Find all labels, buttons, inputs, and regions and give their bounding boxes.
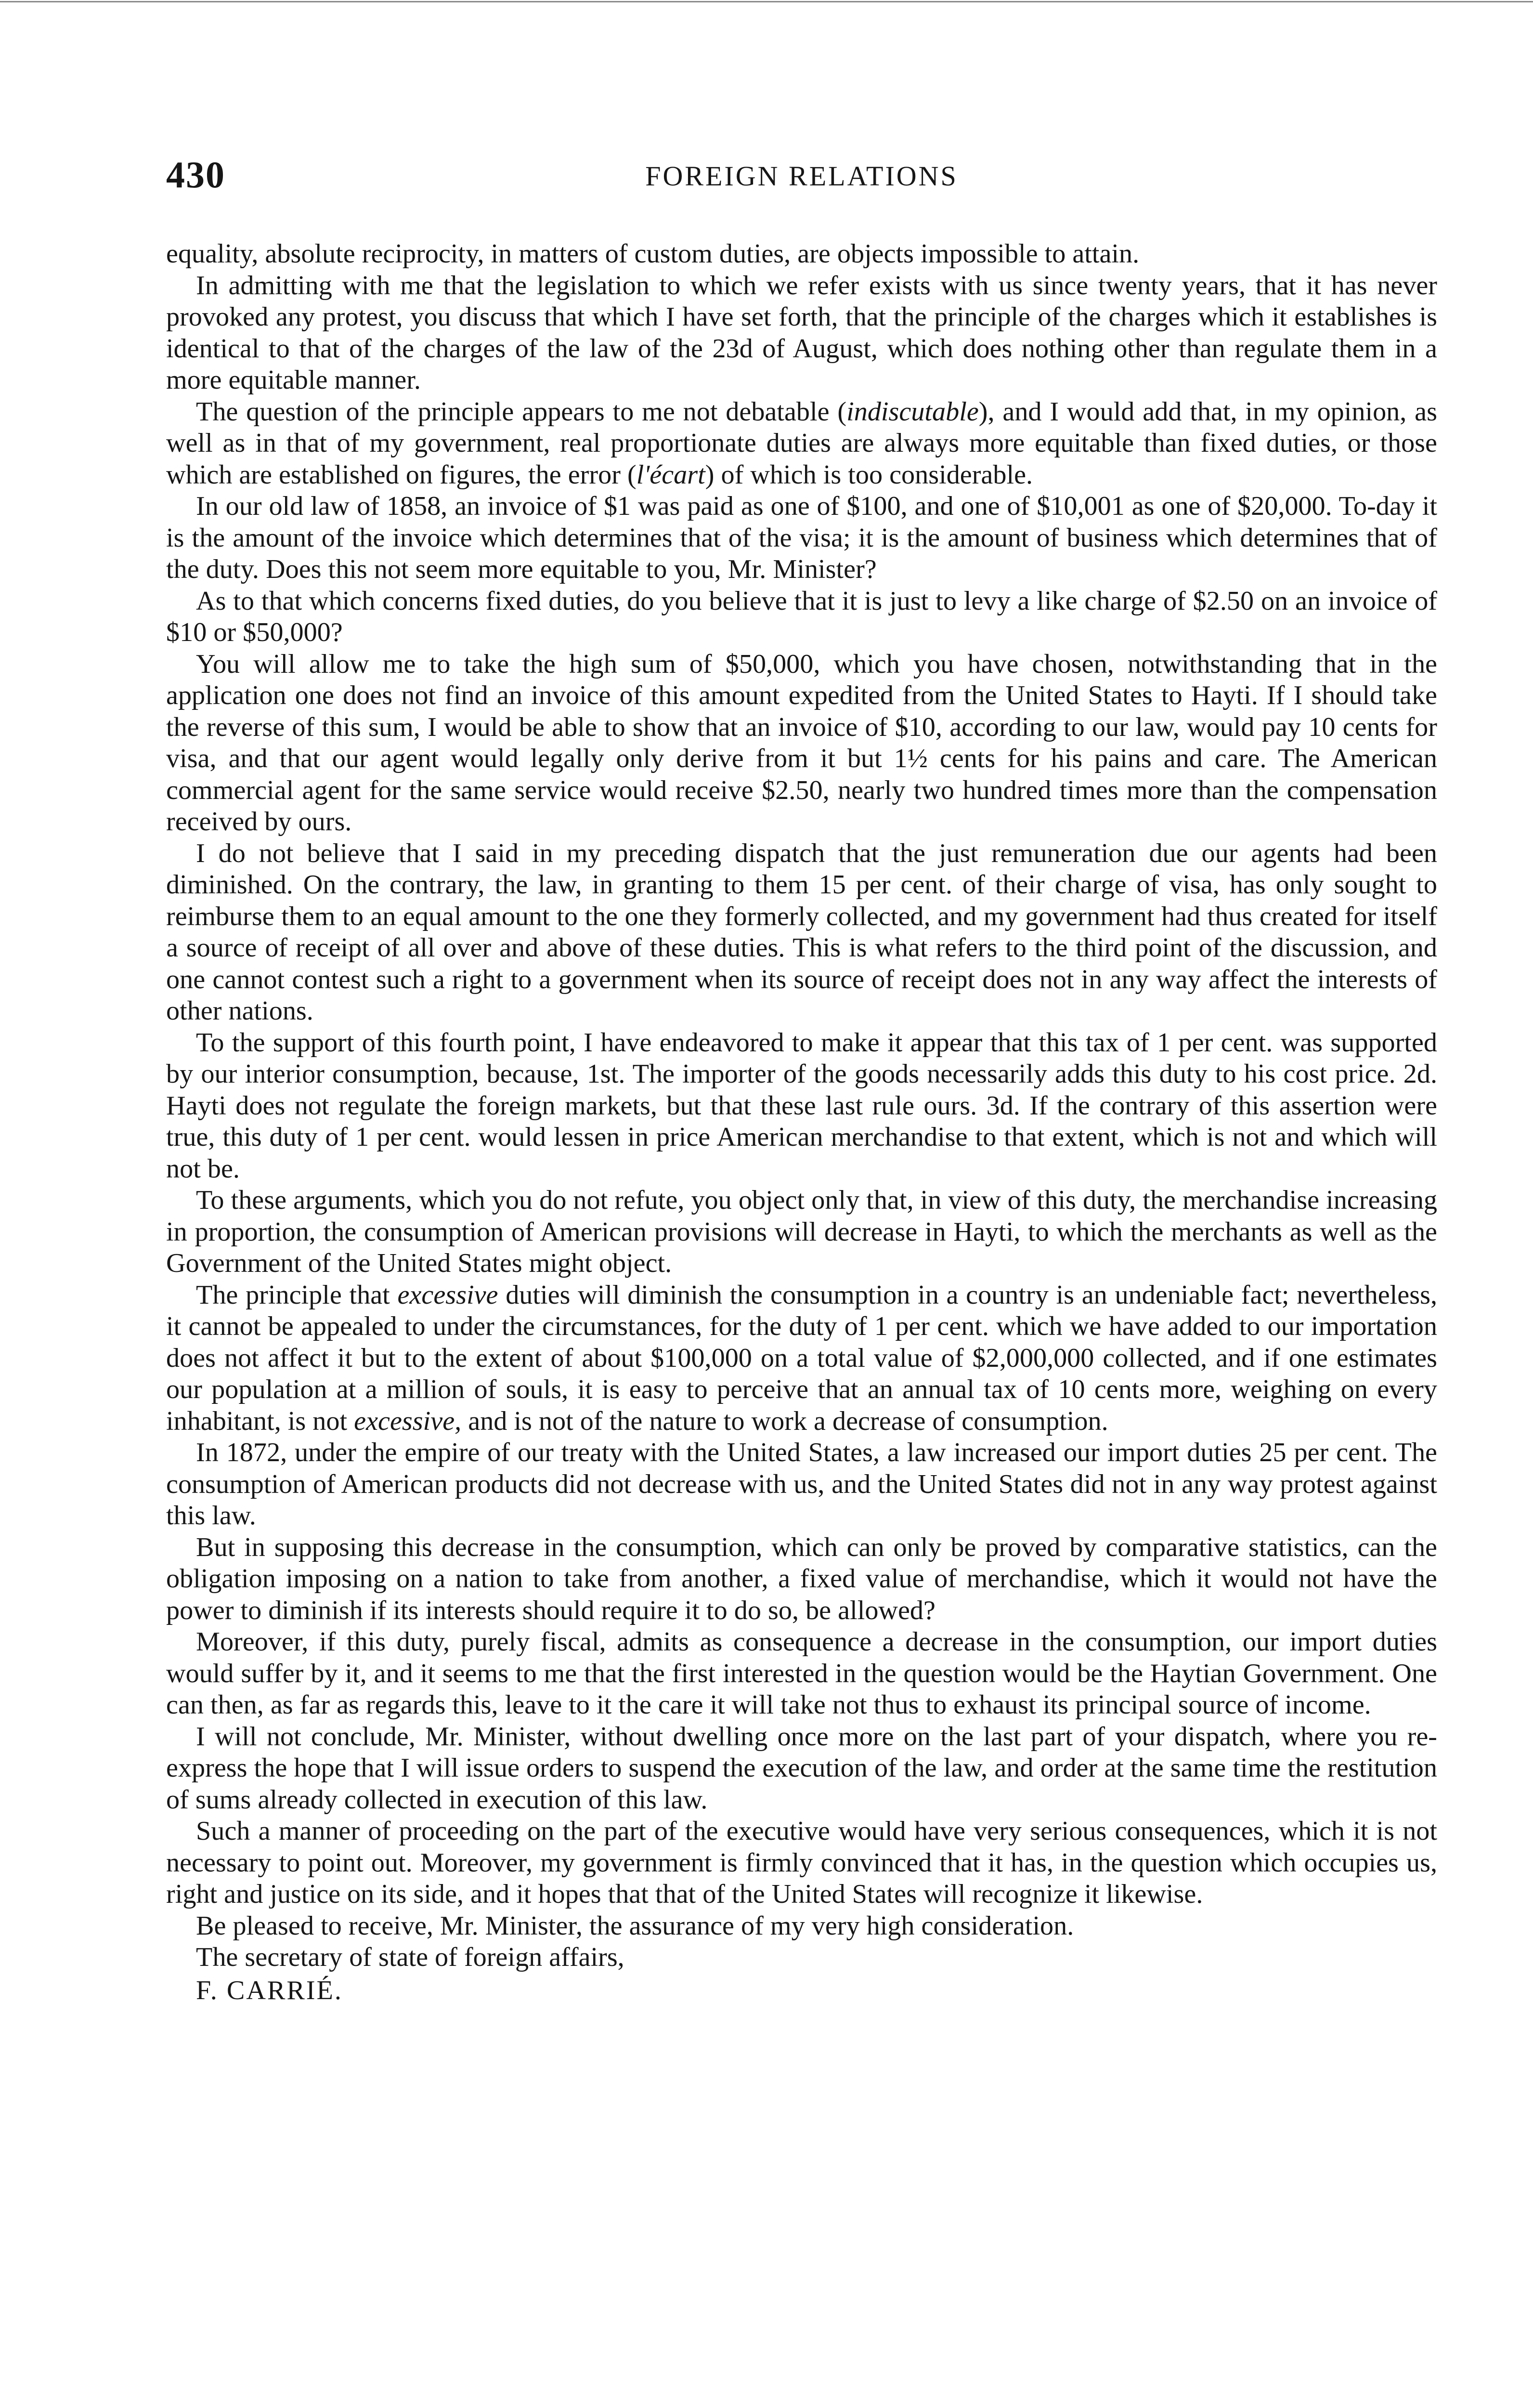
- page-number: 430: [166, 154, 225, 196]
- page-header: [166, 153, 1437, 201]
- paragraph: I do not believe that I said in my preceding dispatch that the just remuneration due our agents had been diminished. On the contrary, the law, in granting to them 15 per cent. of their charge of visa, has only sought to reimburse them to an equal amount to the one they formerly collected, and my government had thus created for itself a source of receipt of all over and above of these duties. This is what refers to the third point of the discussion, and one cannot contest such a right to a government when its source of receipt does not in any way affect the interests of other nations.: [166, 838, 1437, 1026]
- paragraph: Moreover, if this duty, purely fiscal, admits as consequence a decrease in the consumption, our import duties would suffer by it, and it seems to me that the first interested in the question would be the Haytian Government. One can then, as far as regards this, leave to it the care it will take not thus to exhaust its principal source of income.: [166, 1627, 1437, 1720]
- paragraph: To the support of this fourth point, I have endeavored to make it appear that this tax of 1 per cent. was supported by our interior consumption, because, 1st. The importer of the goods necessarily adds this duty to his cost price. 2d. Hayti does not regulate the foreign markets, but that these last rule ours. 3d. If the contrary of this assertion were true, this duty of 1 per cent. would lessen in price American merchandise to that extent, which is not and which will not be.: [166, 1027, 1437, 1184]
- signature: F. CARRIÉ.: [196, 1975, 343, 2005]
- running-title: FOREIGN RELATIONS: [645, 160, 958, 192]
- paragraph-text: ) of which is too considerable.: [705, 459, 1033, 490]
- paragraph: But in supposing this decrease in the consumption, which can only be proved by comparative statistics, can the obligation imposing on a nation to take from another, a fixed value of merchandise, which it would not have the power to diminish if its interests should require it to do so, be allowed?: [166, 1532, 1437, 1625]
- paragraph-principle: [166, 396, 1437, 491]
- top-rule: [0, 1, 1533, 2]
- closing-office: The secretary of state of foreign affairs,: [196, 1942, 624, 1972]
- italic-term: indiscutable: [846, 396, 979, 427]
- paragraph: In admitting with me that the legislation to which we refer exists with us since twenty years, that it has never provoked any protest, you discuss that which I have set forth, that the principle of the charges which it establishes is identical to that of the charges of the law of the 23d of August, which does nothing other than regulate them in a more equitable manner.: [166, 270, 1437, 395]
- paragraph-text: ), and I would add that, in my opinion, as well as in that of my government, real proportionate duties are always more equitable than fixed duties, or those which are established on figures, the error (: [166, 396, 1437, 490]
- italic-term: excessive: [397, 1280, 498, 1310]
- paragraph-excessive: [166, 1280, 1437, 1438]
- paragraph: Such a manner of proceeding on the part of the executive would have very serious consequences, which it is not necessary to point out. Moreover, my government is firmly convinced that it has, in the question which occupies us, right and justice on its side, and it hopes that that of the United States will recognize it likewise.: [166, 1816, 1437, 1909]
- paragraph-text: duties will diminish the consumption in a country is an undeniable fact; nevertheless, it cannot be appealed to under the circumstances, for the duty of 1 per cent. which we have added to our importation does not affect it but to the extent of about $100,000 on a total value of $2,000,000 collected, and if one estimates our population at a million of souls, it is easy to perceive that an annual tax of 10 cents more, weighing on every inhabitant, is not: [166, 1280, 1438, 1436]
- paragraph-text: The principle that: [196, 1280, 398, 1310]
- italic-term: l'écart: [636, 459, 705, 490]
- italic-term: excessive,: [354, 1406, 462, 1436]
- paragraph: To these arguments, which you do not refute, you object only that, in view of this duty, the merchandise increasing in proportion, the consumption of American provisions will decrease in Hayti, to which the merchants as well as the Government of the United States might object.: [166, 1185, 1437, 1278]
- letter-body: [166, 238, 1437, 2007]
- paragraph-continuation: equality, absolute reciprocity, in matters of custom duties, are objects impossible to attain.: [166, 239, 1140, 269]
- paragraph: In our old law of 1858, an invoice of $1 was paid as one of $100, and one of $10,001 as one of $20,000. To-day it is the amount of the invoice which determines that of the visa; it is the amount of business which determines that of the duty. Does this not seem more equitable to you, Mr. Minister?: [166, 491, 1437, 584]
- paragraph: In 1872, under the empire of our treaty with the United States, a law increased our import duties 25 per cent. The consumption of American products did not decrease with us, and the United States did not in any way protest against this law.: [166, 1438, 1437, 1531]
- paragraph-text: The question of the principle appears to me not debatable (: [196, 396, 847, 427]
- paragraph-text: and is not of the nature to work a decrease of consumption.: [461, 1406, 1108, 1436]
- paragraph: I will not conclude, Mr. Minister, without dwelling once more on the last part of your dispatch, where you re-express the hope that I will issue orders to suspend the execution of the law, and order at the same time the restitution of sums already collected in execution of this law.: [166, 1721, 1437, 1815]
- paragraph: You will allow me to take the high sum of $50,000, which you have chosen, notwithstanding that in the application one does not find an invoice of this amount expedited from the United States to Hayti. If I should take the reverse of this sum, I would be able to show that an invoice of $10, according to our law, would pay 10 cents for visa, and that our agent would legally only derive from it but 1½ cents for his pains and care. The American commercial agent for the same service would receive $2.50, nearly two hundred times more than the compensation received by ours.: [166, 649, 1437, 837]
- closing-courtesy: Be pleased to receive, Mr. Minister, the assurance of my very high consideration.: [196, 1911, 1074, 1941]
- paragraph: As to that which concerns fixed duties, do you believe that it is just to levy a like charge of $2.50 on an invoice of $10 or $50,000?: [166, 586, 1437, 647]
